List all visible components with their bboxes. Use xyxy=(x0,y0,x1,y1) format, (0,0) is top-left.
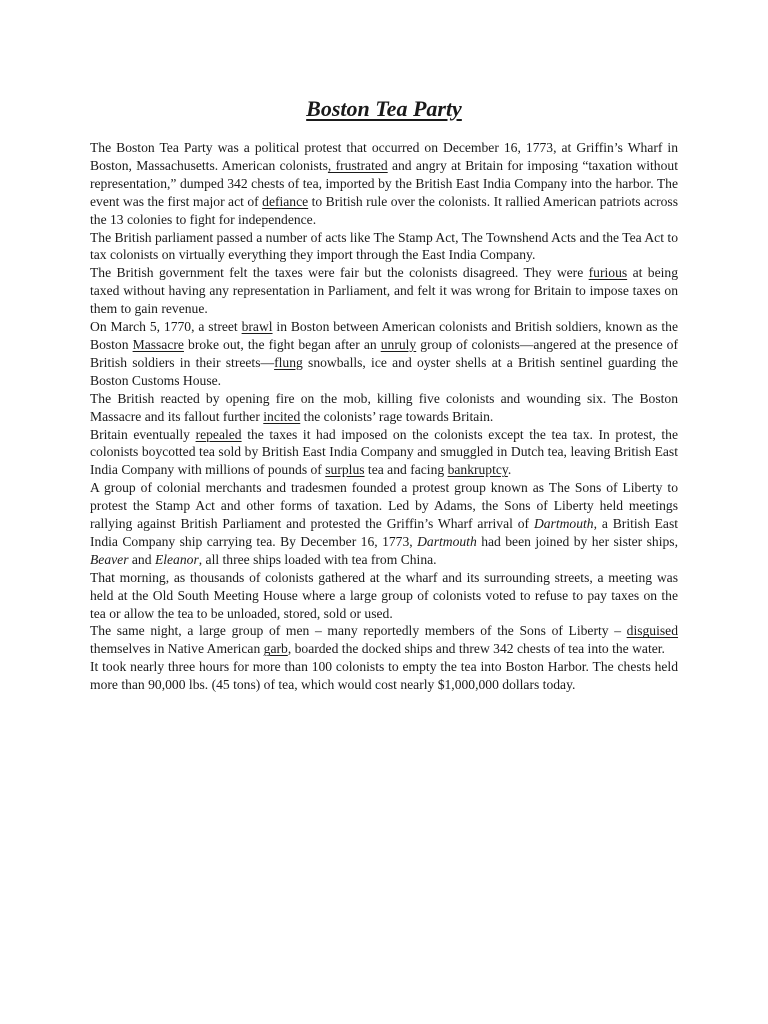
body-paragraph xyxy=(90,390,678,426)
ship-name: Eleanor xyxy=(154,551,199,567)
ship-name: Dartmouth xyxy=(417,533,477,549)
paragraph-text: The Boston Tea Party was a political protest that occurred on December 16, 1773, at Griffin’s Wharf in Boston, Massachusetts. American colonists xyxy=(90,140,678,173)
paragraph-text: That morning, as thousands of colonists gathered at the wharf and its surrounding streets, a meeting was held at the Old South Meeting House where a large group of colonists voted to refuse to pay taxes on the tea or allow the tea to be unloaded, stored, sold or used. xyxy=(90,569,678,621)
paragraph-text: Britain eventually xyxy=(90,426,196,442)
underlined-term: , frustrated xyxy=(327,157,388,173)
ship-name: Beaver xyxy=(90,551,129,567)
body-paragraph xyxy=(90,622,678,658)
underlined-term: garb xyxy=(263,641,288,657)
paragraph-text: , a British East India Company ship carrying tea. By December 16, 1773, xyxy=(90,516,679,549)
paragraph-text: A group of colonial merchants and tradesmen founded a protest group known as The Sons of Liberty to protest the Stamp Act and other forms of taxation. Led by Adams, the Sons of Liberty held meetings rallying against British Parliament and protested the Griffin’s Wharf arrival of xyxy=(90,480,678,532)
paragraph-text: The British reacted by opening fire on the mob, killing five colonists and wounding six. The Boston Massacre and its fallout further xyxy=(90,390,678,424)
paragraph-text: tea and facing xyxy=(364,462,448,478)
ship-name: Dartmouth xyxy=(533,516,594,532)
paragraph-text: snowballs, ice and oyster shells at a British sentinel guarding the Boston Customs House. xyxy=(90,354,678,388)
underlined-term: bankruptcy xyxy=(447,462,508,478)
underlined-term: flung xyxy=(274,354,303,370)
body-paragraph xyxy=(90,569,678,623)
paragraph-text: The British parliament passed a number of acts like The Stamp Act, The Townshend Acts and the Tea Act to tax colonists on virtually everything they import through the East India Company. xyxy=(90,229,678,263)
paragraph-text: at being taxed without having any representation in Parliament, and felt it was wrong for Britain to impose taxes on them to gain revenue. xyxy=(90,265,678,317)
paragraph-text: , all three ships loaded with tea from China. xyxy=(198,551,437,567)
body-paragraph xyxy=(90,658,678,694)
document-body xyxy=(90,139,678,694)
paragraph-text: , boarded the docked ships and threw 342 chests of tea into the water. xyxy=(287,641,665,657)
paragraph-text: and xyxy=(128,551,155,567)
underlined-term: incited xyxy=(263,408,301,424)
underlined-term: unruly xyxy=(380,336,417,352)
paragraph-text: to British rule over the colonists. It rallied American patriots across the 13 colonies to fight for independence. xyxy=(90,193,678,227)
paragraph-text: It took nearly three hours for more than 100 colonists to empty the tea into Boston Harbor. The chests held more than 90,000 lbs. (45 tons) of tea, which would cost nearly $1,000,000 dollars today. xyxy=(90,659,678,693)
underlined-term: Massacre xyxy=(132,336,184,352)
paragraph-text: The British government felt the taxes were fair but the colonists disagreed. They were xyxy=(90,265,589,281)
body-paragraph xyxy=(90,264,678,318)
underlined-term: surplus xyxy=(325,462,365,478)
underlined-term: furious xyxy=(588,265,628,281)
paragraph-text: themselves in Native American xyxy=(90,641,264,657)
body-paragraph xyxy=(90,479,678,569)
paragraph-text: broke out, the fight began after an xyxy=(183,336,381,352)
paragraph-text: group of colonists—angered at the presence of British soldiers in their streets— xyxy=(90,336,678,370)
underlined-term: brawl xyxy=(241,319,273,335)
underlined-term: defiance xyxy=(262,193,309,209)
paragraph-text: and angry at Britain for imposing “taxation without representation,” dumped 342 chests of tea, imported by the British East India Company into the harbor. The event was the first major act of xyxy=(90,157,678,209)
paragraph-text: . xyxy=(507,462,512,478)
document-title: Boston Tea Party xyxy=(306,96,462,121)
body-paragraph xyxy=(90,426,678,480)
paragraph-text: in Boston between American colonists and British soldiers, known as the Boston xyxy=(90,319,678,352)
body-paragraph xyxy=(90,139,678,229)
paragraph-text: had been joined by her sister ships, xyxy=(476,533,678,549)
document-page xyxy=(90,93,678,694)
underlined-term: disguised xyxy=(626,623,678,639)
paragraph-text: the colonists’ rage towards Britain. xyxy=(300,408,494,424)
body-paragraph xyxy=(90,318,678,390)
underlined-term: repealed xyxy=(195,426,242,442)
body-paragraph xyxy=(90,229,678,265)
paragraph-text: the taxes it had imposed on the colonists except the tea tax. In protest, the colonists boycotted tea sold by British East India Company and smuggled in Dutch tea, leaving British East India Company with millions of pounds of xyxy=(90,426,679,478)
paragraph-text: On March 5, 1770, a street xyxy=(90,319,242,335)
paragraph-text: The same night, a large group of men – many reportedly members of the Sons of Liberty – xyxy=(90,623,627,639)
